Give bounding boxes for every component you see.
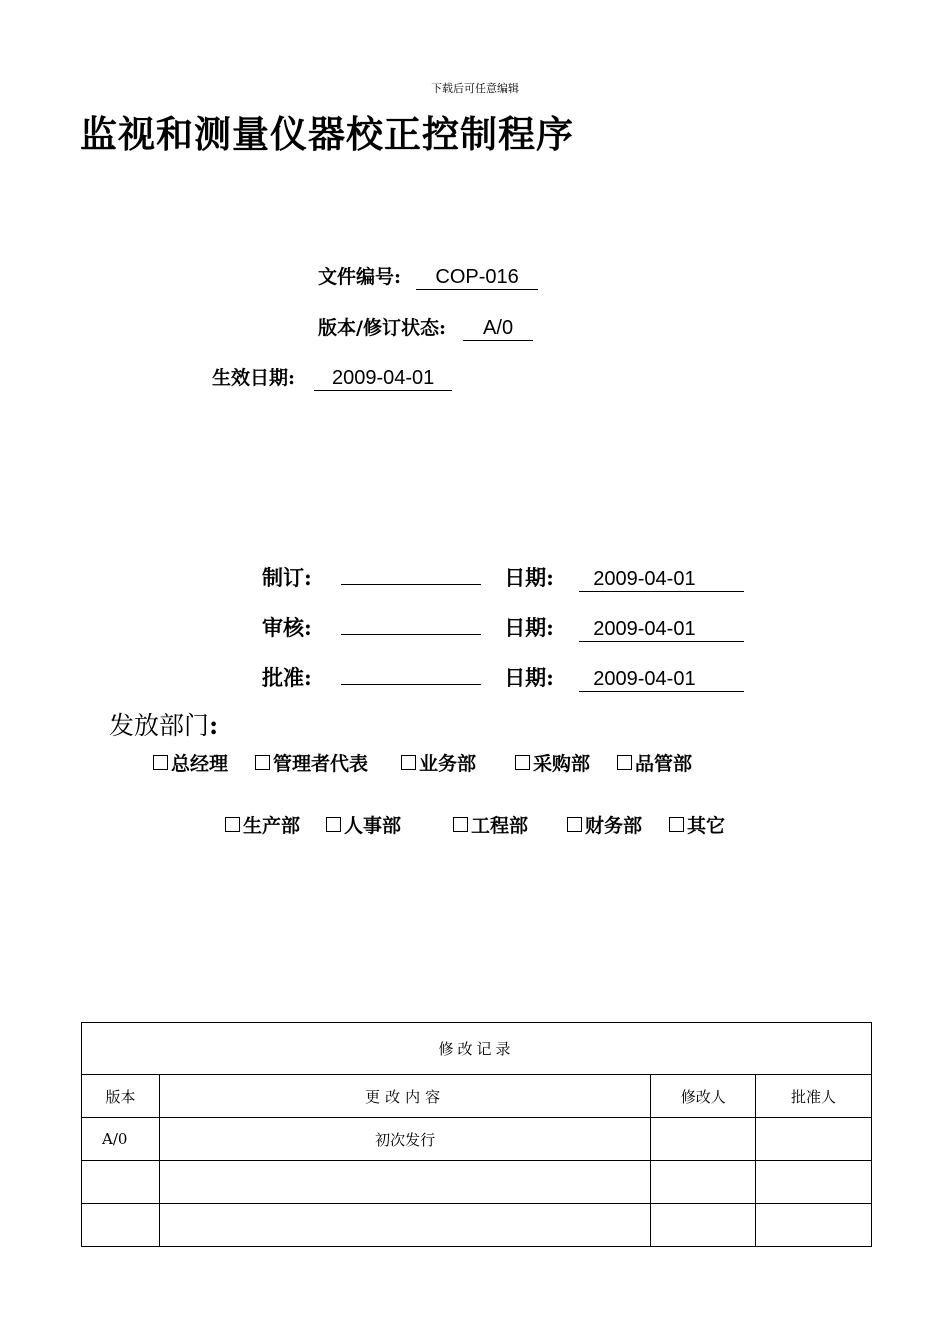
signoff-row-reviewed: [262, 610, 744, 642]
header-approved-by: 批准人: [756, 1075, 872, 1118]
effective-date-value: 2009-04-01: [314, 366, 452, 391]
header-change-content: 更改内容: [159, 1075, 650, 1118]
checkbox-icon[interactable]: [225, 817, 240, 832]
cell-approved-by: [756, 1118, 872, 1161]
cell-change-content: 初次发行: [159, 1118, 650, 1161]
revision-table-title: 修改记录: [82, 1023, 872, 1075]
prepared-date-label: 日期:: [504, 565, 554, 590]
checkbox-icon[interactable]: [515, 755, 530, 770]
header-modified-by: 修改人: [651, 1075, 756, 1118]
cell-modified-by: [651, 1204, 756, 1247]
version-label: 版本/修订状态:: [318, 317, 446, 339]
prepared-signature-line[interactable]: [341, 560, 481, 585]
dept-checkbox-finance[interactable]: 财务部: [567, 811, 642, 838]
checkbox-icon[interactable]: [453, 817, 468, 832]
dept-checkbox-quality[interactable]: 品管部: [617, 749, 692, 776]
effective-date-label: 生效日期:: [212, 367, 296, 389]
version-value: A/0: [463, 316, 533, 341]
reviewed-signature-line[interactable]: [341, 610, 481, 635]
approved-signature-line[interactable]: [341, 660, 481, 685]
cell-version: [82, 1204, 160, 1247]
checkbox-icon[interactable]: [669, 817, 684, 832]
checkbox-icon[interactable]: [401, 755, 416, 770]
doc-number-row: [318, 262, 538, 290]
table-row: [82, 1118, 872, 1161]
reviewed-label: 审核:: [262, 615, 312, 640]
header-version: 版本: [82, 1075, 160, 1118]
approved-date-value: 2009-04-01: [579, 667, 744, 692]
checkbox-icon[interactable]: [617, 755, 632, 770]
doc-number-value: COP-016: [416, 265, 538, 290]
header-note: 下载后可任意编辑: [431, 82, 519, 95]
table-row: [82, 1204, 872, 1247]
table-row: [82, 1161, 872, 1204]
cell-version: [82, 1161, 160, 1204]
checkbox-icon[interactable]: [255, 755, 270, 770]
prepared-label: 制订:: [262, 565, 312, 590]
reviewed-date-value: 2009-04-01: [579, 617, 744, 642]
cell-modified-by: [651, 1161, 756, 1204]
dept-checkbox-other[interactable]: 其它: [669, 811, 725, 838]
revision-table-header-row: [82, 1075, 872, 1118]
doc-number-label: 文件编号:: [318, 266, 402, 288]
effective-date-row: [212, 363, 452, 391]
approved-date-label: 日期:: [504, 665, 554, 690]
version-row: [318, 313, 533, 341]
signoff-row-approved: [262, 660, 744, 692]
cell-modified-by: [651, 1118, 756, 1161]
dept-checkbox-general-manager[interactable]: 总经理: [153, 749, 228, 776]
reviewed-date-label: 日期:: [504, 615, 554, 640]
dept-checkbox-engineering[interactable]: 工程部: [453, 811, 528, 838]
cell-change-content: [159, 1161, 650, 1204]
checkbox-icon[interactable]: [153, 755, 168, 770]
cell-approved-by: [756, 1161, 872, 1204]
dept-checkbox-purchasing[interactable]: 采购部: [515, 749, 590, 776]
revision-table: [81, 1022, 872, 1247]
dept-checkbox-production[interactable]: 生产部: [225, 811, 300, 838]
revision-table-title-row: [82, 1023, 872, 1075]
approved-label: 批准:: [262, 665, 312, 690]
signoff-row-prepared: [262, 560, 744, 592]
distribution-title: 发放部门:: [109, 711, 219, 740]
dept-checkbox-sales[interactable]: 业务部: [401, 749, 476, 776]
checkbox-icon[interactable]: [567, 817, 582, 832]
cell-version: A/0: [82, 1118, 160, 1161]
dept-checkbox-hr[interactable]: 人事部: [326, 811, 401, 838]
cell-approved-by: [756, 1204, 872, 1247]
checkbox-icon[interactable]: [326, 817, 341, 832]
dept-checkbox-management-rep[interactable]: 管理者代表: [255, 749, 368, 776]
prepared-date-value: 2009-04-01: [579, 567, 744, 592]
cell-change-content: [159, 1204, 650, 1247]
document-title: 监视和测量仪器校正控制程序: [80, 112, 574, 156]
